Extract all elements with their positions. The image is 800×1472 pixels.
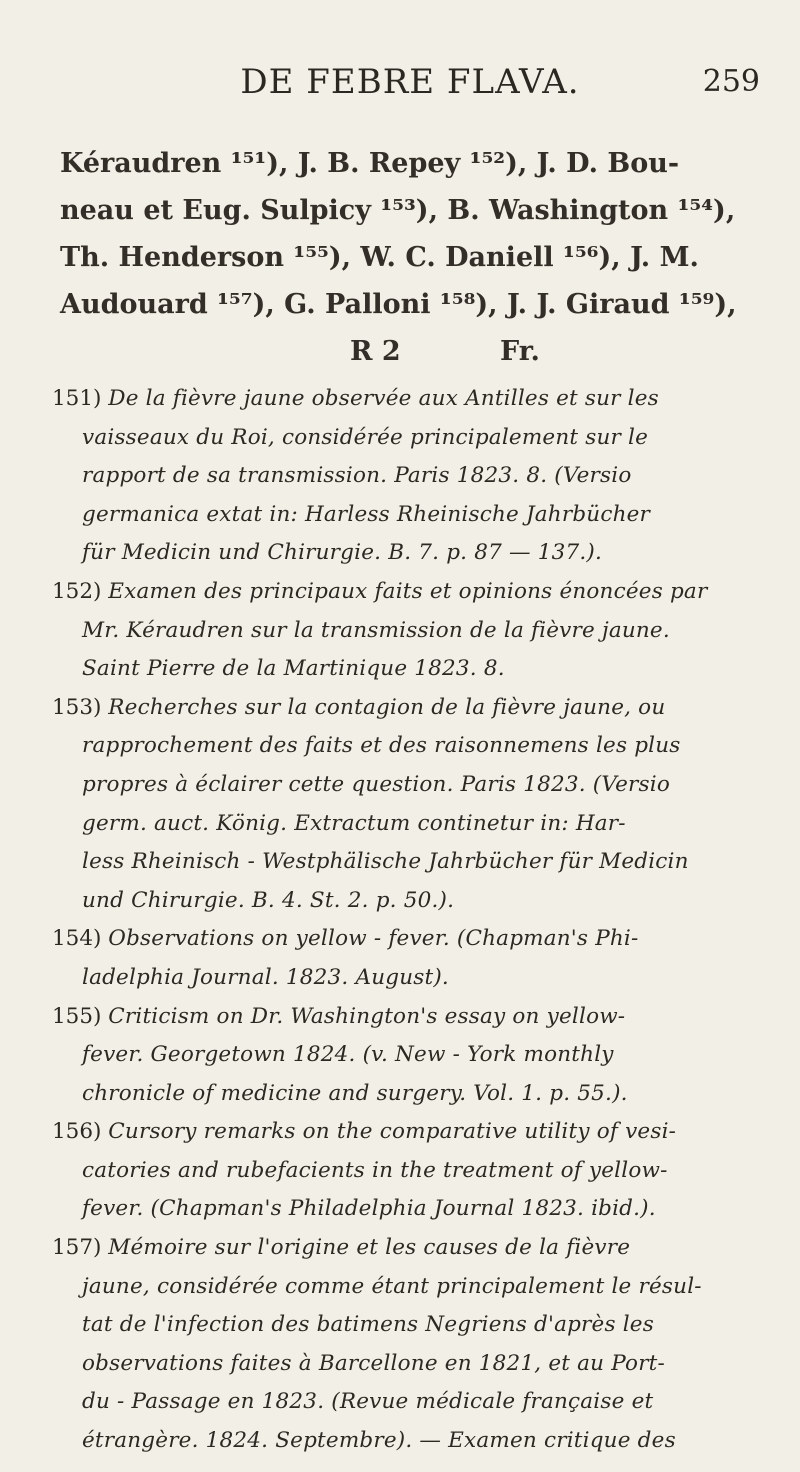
footnote-line: Mémoire sur l'origine et les causes de la fièvre — [108, 1235, 631, 1261]
footnote-line: fever. Georgetown 1824. (v. New - York monthly — [82, 1042, 614, 1068]
intro-line: neau et Eug. Sulpicy ¹⁵³), B. Washington ¹⁵⁴), — [60, 195, 736, 226]
footnote-line: Cursory remarks on the comparative utility of vesi- — [108, 1119, 677, 1145]
footnote-number: 157) — [52, 1235, 109, 1261]
footnote-line: Saint Pierre de la Martinique 1823. 8. — [82, 656, 505, 682]
footnote — [52, 920, 757, 997]
footnote — [52, 1229, 757, 1461]
footnote-line: germ. auct. König. Extractum continetur in: Har- — [82, 810, 626, 836]
footnote-line: Mr. Kéraudren sur la transmission de la fièvre jaune. — [82, 617, 670, 643]
footnote-line: chronicle of medicine and surgery. Vol. 1. p. 55.). — [82, 1080, 628, 1106]
footnote — [52, 1113, 757, 1229]
running-title: DE FEBRE FLAVA. — [240, 62, 580, 102]
footnote-number: 156) — [52, 1119, 109, 1145]
footnotes — [52, 380, 757, 1461]
footnote-line: Examen des principaux faits et opinions énoncées par — [108, 578, 708, 604]
footnote-number: 151) — [52, 386, 109, 411]
footnote-number: 155) — [52, 1003, 109, 1029]
footnote-line: Observations on yellow - fever. (Chapman's Phi- — [108, 926, 639, 952]
footnote-line: du - Passage en 1823. (Revue médicale française et — [82, 1389, 654, 1415]
footnote-line: observations faites à Barcellone en 1821, et au Port- — [82, 1350, 665, 1376]
footnote-line: Recherches sur la contagion de la fièvre jaune, ou — [108, 694, 666, 720]
footnote — [52, 380, 757, 573]
signature-line — [60, 328, 750, 375]
footnote-line: propres à éclairer cette question. Paris 1823. (Versio — [82, 771, 670, 797]
intro-line: Kéraudren ¹⁵¹), J. B. Repey ¹⁵²), J. D. Bou- — [60, 148, 680, 179]
footnote-line: für Medicin und Chirurgie. B. 7. p. 87 — 137.). — [82, 540, 603, 566]
footnote-line: jaune, considérée comme étant principalement le résul- — [82, 1273, 702, 1299]
footnote-line: ladelphia Journal. 1823. August). — [82, 964, 449, 990]
footnote-number: 153) — [52, 694, 109, 720]
catchword: Fr. — [500, 336, 540, 367]
footnote-line: less Rheinisch - Westphälische Jahrbücher für Medicin — [82, 849, 689, 875]
page-number: 259 — [702, 64, 760, 99]
footnote-number: 154) — [52, 926, 109, 952]
footnote — [52, 998, 757, 1114]
footnote-line: und Chirurgie. B. 4. St. 2. p. 50.). — [82, 887, 455, 913]
intro-line: Th. Henderson ¹⁵⁵), W. C. Daniell ¹⁵⁶), J. M. — [60, 242, 699, 273]
footnote-line: tat de l'infection des batimens Negriens d'après les — [82, 1312, 654, 1338]
footnote — [52, 689, 757, 921]
footnote-line: catories and rubefacients in the treatment of yellow- — [82, 1157, 668, 1183]
footnote-line: Criticism on Dr. Washington's essay on yellow- — [108, 1003, 626, 1029]
footnote-line: étrangère. 1824. Septembre). — Examen critique des — [82, 1428, 676, 1454]
footnote — [52, 573, 757, 689]
intro-paragraph — [60, 140, 750, 375]
footnote-line: germanica extat in: Harless Rheinische Jahrbücher — [82, 501, 651, 527]
signature-mark: R 2 — [350, 336, 401, 367]
footnote-line: rapport de sa transmission. Paris 1823. 8. (Versio — [82, 463, 632, 489]
footnote-line: De la fièvre jaune observée aux Antilles et sur les — [108, 386, 659, 411]
footnote-line: rapprochement des faits et des raisonnemens les plus — [82, 733, 681, 759]
footnote-line: vaisseaux du Roi, considérée principalement sur le — [82, 424, 649, 450]
footnote-number: 152) — [52, 578, 109, 604]
intro-line: Audouard ¹⁵⁷), G. Palloni ¹⁵⁸), J. J. Giraud ¹⁵⁹), — [60, 289, 737, 320]
footnote-line: fever. (Chapman's Philadelphia Journal 1823. ibid.). — [82, 1196, 656, 1222]
page-header — [60, 62, 760, 112]
